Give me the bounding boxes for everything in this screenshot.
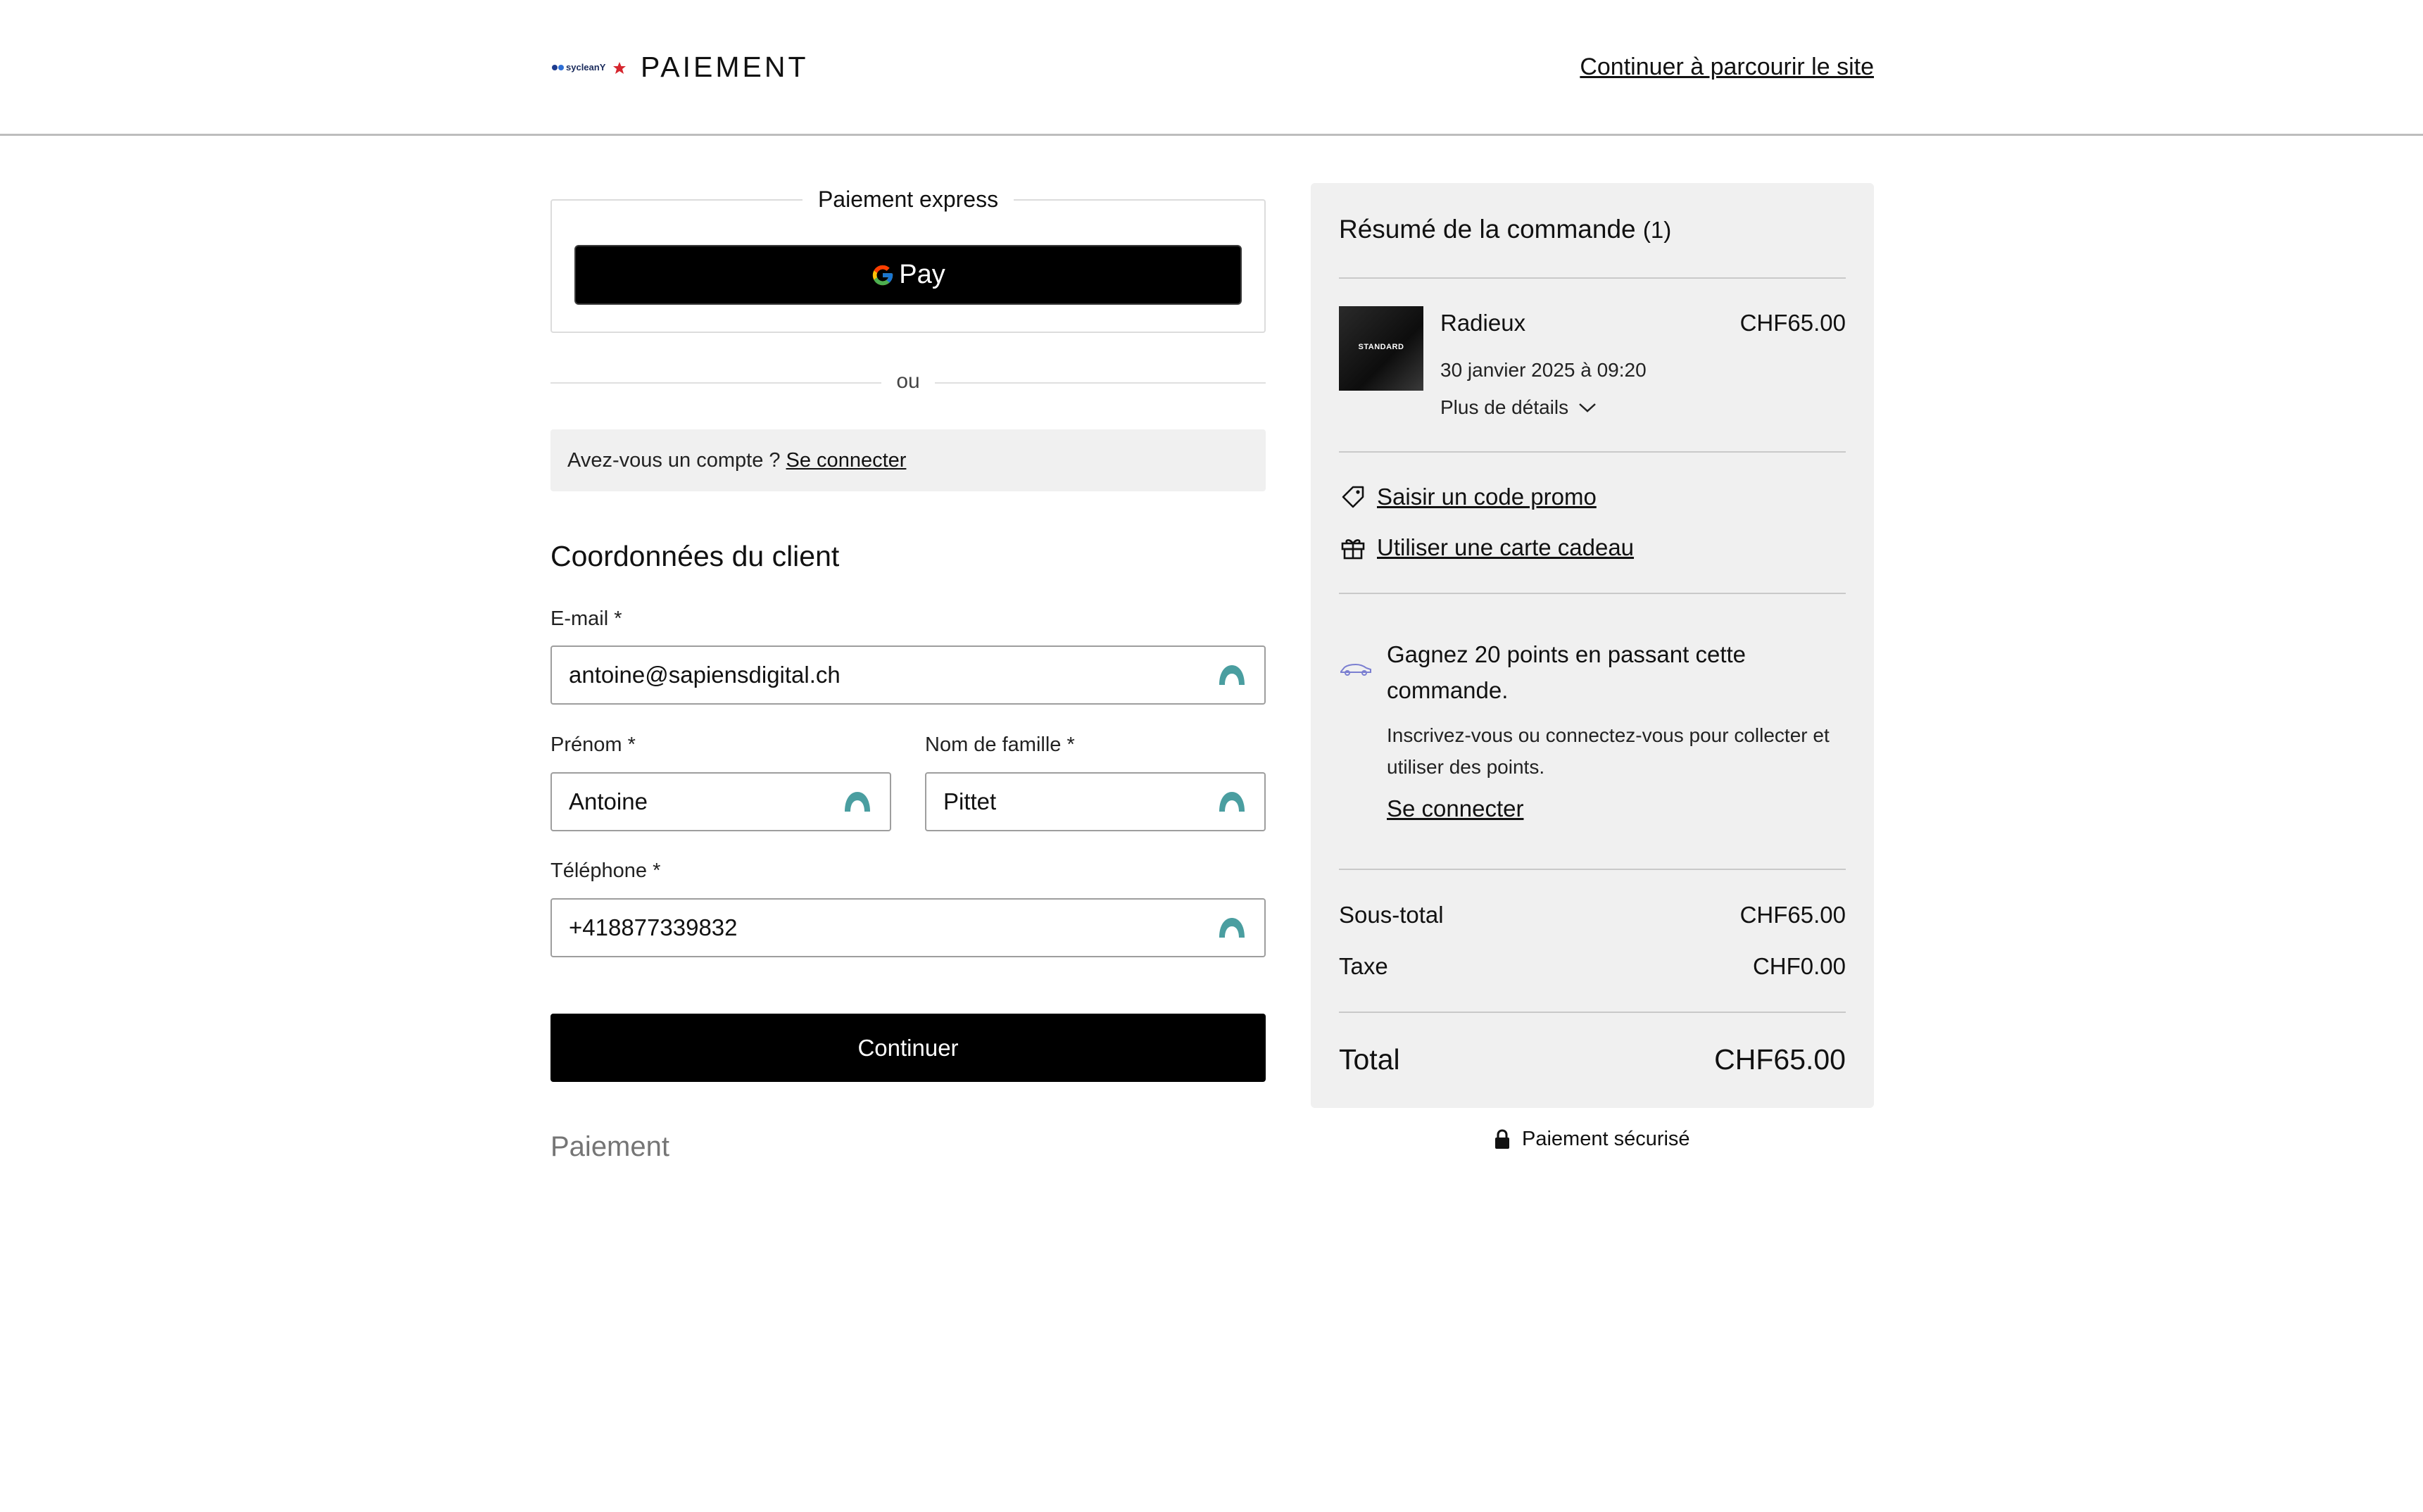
or-text: ou — [886, 370, 929, 393]
page-title: PAIEMENT — [641, 51, 809, 83]
phone-input[interactable] — [569, 914, 1145, 941]
total-label: Total — [1339, 1043, 1400, 1076]
first-name-label: Prénom * — [550, 733, 636, 756]
more-details-toggle[interactable] — [1440, 396, 1597, 419]
first-name-field[interactable] — [550, 772, 891, 831]
points-title: Gagnez 20 points en passant cette commande. — [1387, 641, 1747, 703]
first-name-input[interactable] — [569, 788, 827, 815]
svg-text:sycleanY: sycleanY — [566, 62, 606, 73]
tag-icon — [1339, 483, 1367, 511]
login-prompt-box — [550, 429, 1266, 491]
password-manager-icon[interactable] — [842, 786, 873, 817]
google-pay-button[interactable] — [574, 245, 1242, 305]
email-field[interactable] — [550, 645, 1266, 705]
lock-icon — [1494, 1129, 1511, 1150]
loyalty-points-icon — [1339, 660, 1373, 677]
tax-label: Taxe — [1339, 953, 1388, 979]
login-prompt-text: Avez-vous un compte ? — [567, 448, 781, 472]
divider — [1339, 277, 1846, 279]
google-pay-label: Pay — [899, 260, 945, 289]
continue-browsing-link[interactable]: Continuer à parcourir le site — [1580, 53, 1874, 80]
email-input[interactable] — [569, 662, 1145, 688]
gift-card-link-text: Utiliser une carte cadeau — [1377, 534, 1635, 560]
divider — [1339, 593, 1846, 594]
secure-payment-text: Paiement sécurisé — [1522, 1128, 1690, 1150]
promo-code-link[interactable] — [1339, 483, 1597, 511]
order-summary-title-text: Résumé de la commande — [1339, 215, 1636, 244]
more-details-label: Plus de détails — [1440, 396, 1569, 418]
booking-date: 30 janvier 2025 à 09:20 — [1440, 359, 1647, 381]
google-g-icon — [871, 263, 895, 287]
subtotal-label: Sous-total — [1339, 902, 1444, 928]
gift-icon — [1339, 534, 1367, 562]
phone-label: Téléphone * — [550, 859, 661, 882]
total-value: CHF65.00 — [1714, 1043, 1846, 1076]
or-separator — [550, 368, 1266, 396]
phone-field[interactable] — [550, 898, 1266, 957]
secure-payment-note — [1494, 1128, 1690, 1151]
last-name-input[interactable] — [943, 788, 1202, 815]
divider — [1339, 869, 1846, 870]
promo-code-link-text: Saisir un code promo — [1377, 484, 1597, 510]
product-name: Radieux — [1440, 310, 1526, 336]
divider — [1339, 451, 1846, 453]
last-name-label: Nom de famille * — [925, 733, 1075, 756]
order-item-count: (1) — [1642, 217, 1672, 243]
order-summary-panel — [1311, 183, 1874, 1108]
tax-value: CHF0.00 — [1752, 953, 1846, 979]
product-price: CHF65.00 — [1739, 310, 1846, 336]
points-description: Inscrivez-vous ou connectez-vous pour collecter et utiliser des points. — [1387, 724, 1830, 778]
login-link[interactable]: Se connecter — [786, 448, 907, 472]
order-summary-title — [1339, 215, 1671, 244]
password-manager-icon[interactable] — [1216, 660, 1247, 691]
page-header — [0, 0, 2423, 136]
email-label: E-mail * — [550, 607, 622, 630]
points-login-link[interactable]: Se connecter — [1387, 795, 1524, 821]
continue-button[interactable]: Continuer — [550, 1014, 1266, 1082]
subtotal-value: CHF65.00 — [1739, 902, 1846, 928]
brand-logo[interactable] — [550, 56, 628, 77]
payment-section-title: Paiement — [550, 1131, 669, 1162]
chevron-down-icon — [1578, 402, 1597, 413]
gift-card-link[interactable] — [1339, 534, 1634, 562]
express-checkout-legend: Paiement express — [550, 187, 1266, 213]
customer-details-title: Coordonnées du client — [550, 540, 840, 572]
password-manager-icon[interactable] — [1216, 912, 1247, 943]
last-name-field[interactable] — [925, 772, 1266, 831]
thumbnail-label: STANDARD — [1358, 343, 1404, 351]
divider — [1339, 1012, 1846, 1013]
password-manager-icon[interactable] — [1216, 786, 1247, 817]
product-thumbnail[interactable] — [1339, 306, 1423, 391]
